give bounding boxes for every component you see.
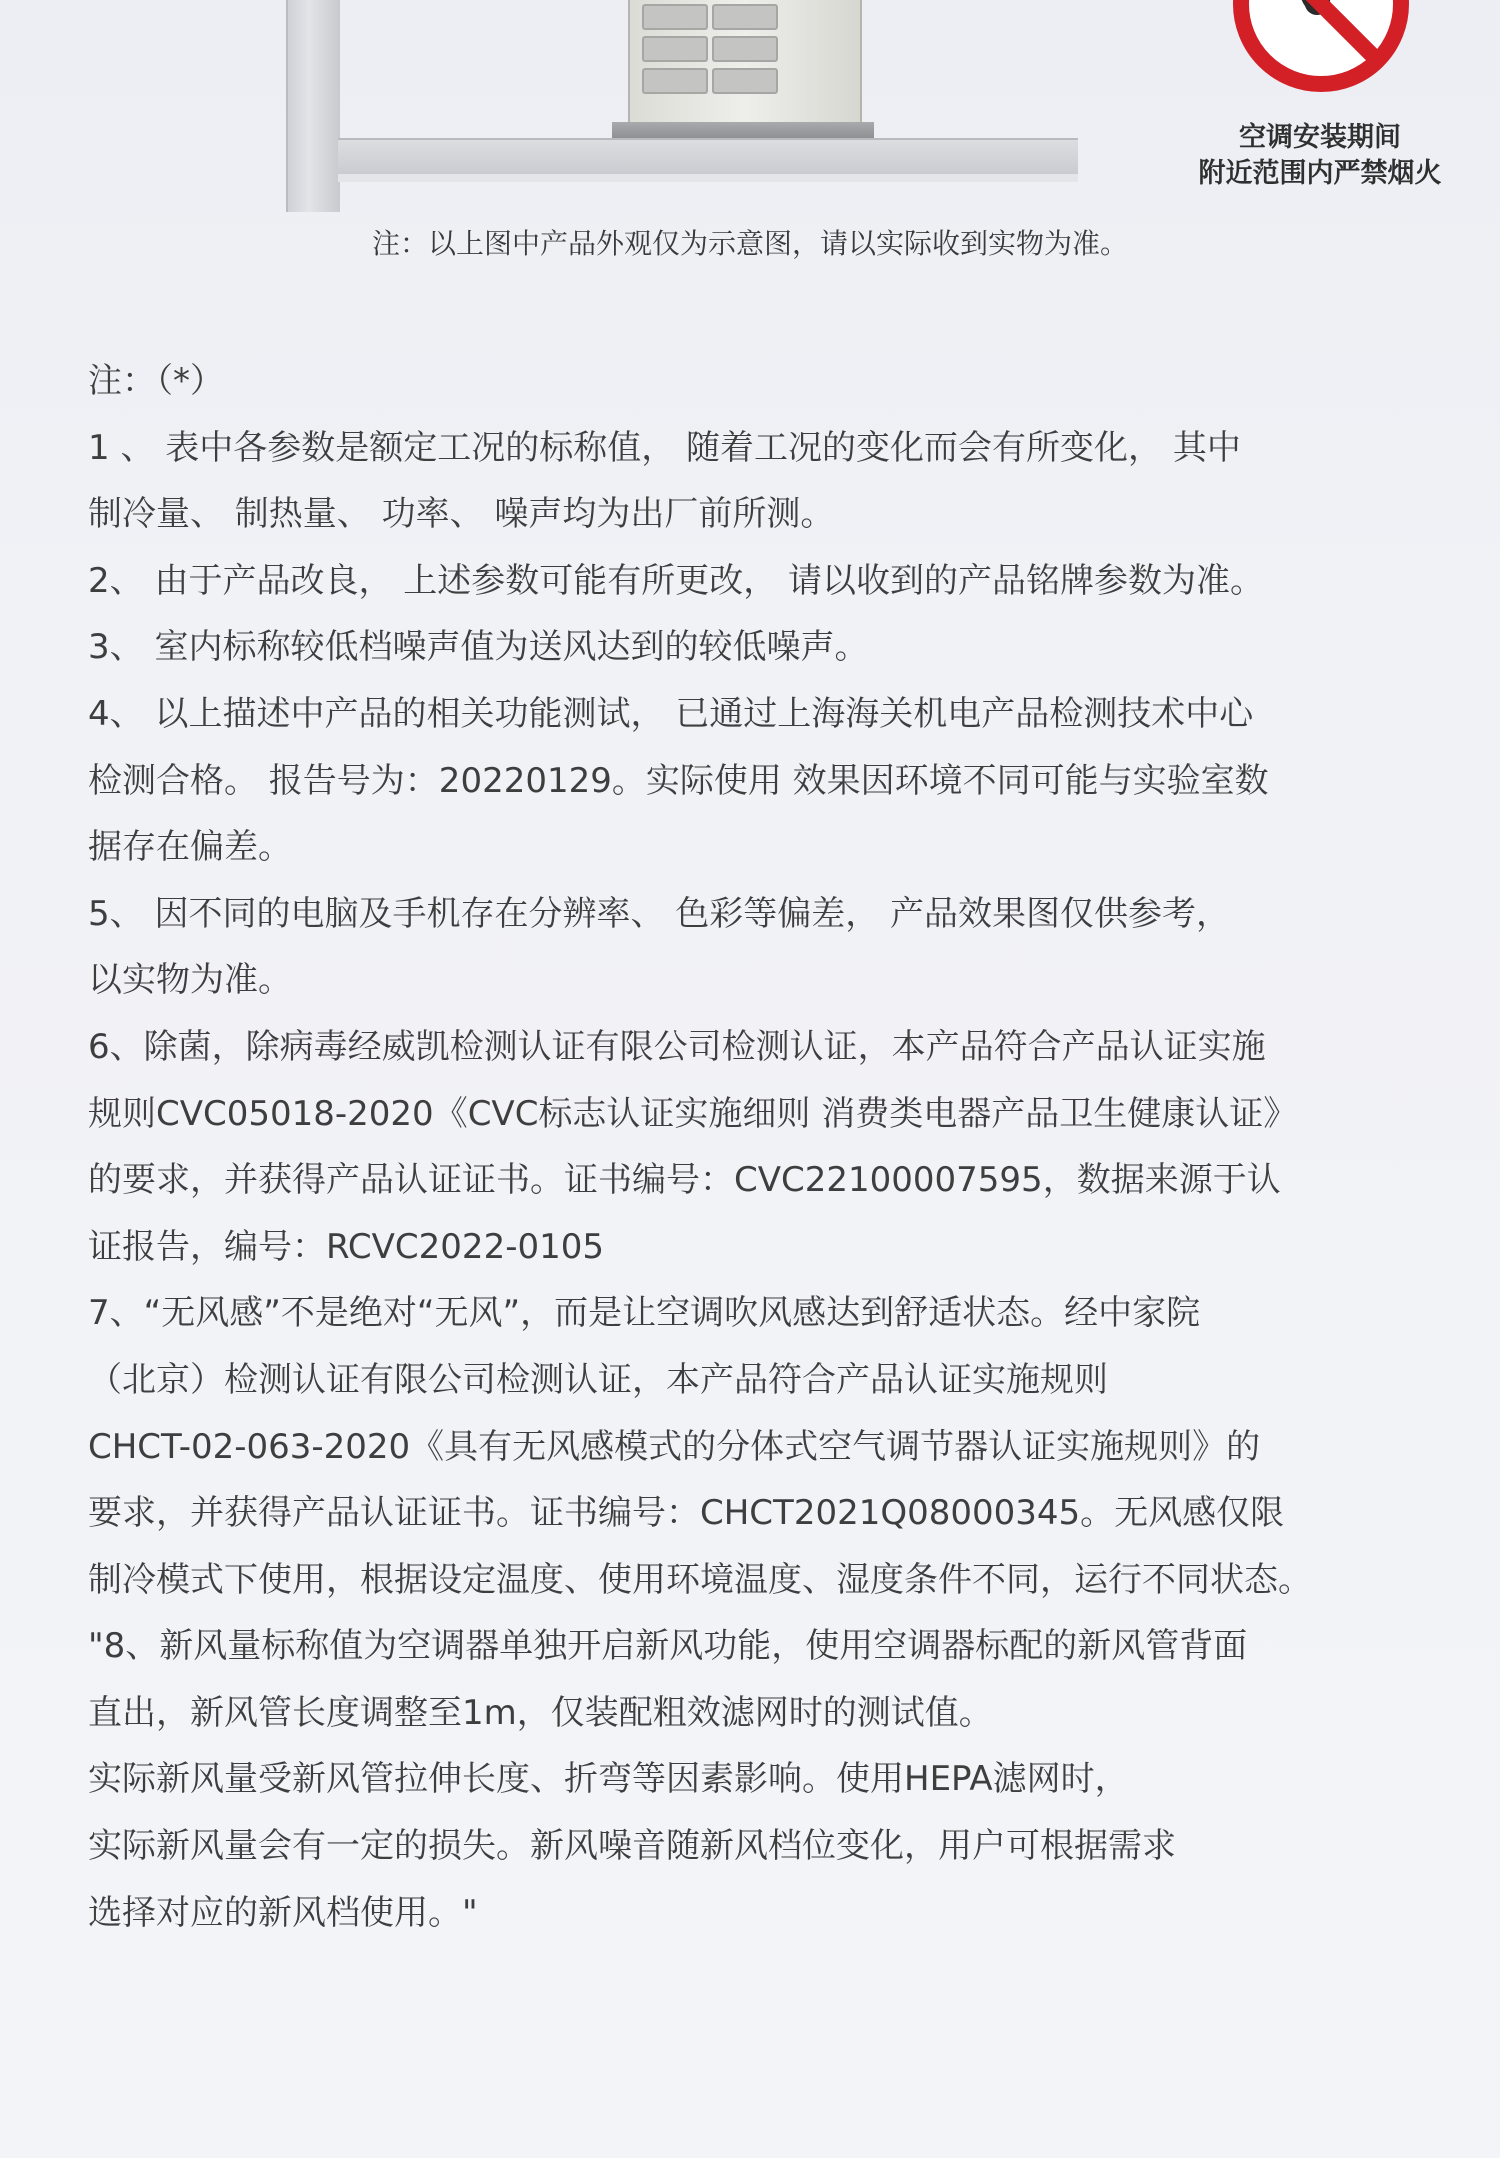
note-line: 6、除菌，除病毒经威凯检测认证有限公司检测认证，本产品符合产品认证实施 (88, 1026, 1266, 1067)
note-line: 4、 以上描述中产品的相关功能测试， 已通过上海海关机电产品检测技术中心 (88, 693, 1254, 734)
note-line: （北京）检测认证有限公司检测认证，本产品符合产品认证实施规则 (88, 1359, 1108, 1400)
ac-grille (642, 68, 708, 94)
ac-grille (712, 36, 778, 62)
note-line: 据存在偏差。 (88, 827, 292, 868)
installation-illustration (0, 0, 1500, 300)
note-line: 的要求，并获得产品认证证书。证书编号：CVC22100007595，数据来源于认 (88, 1160, 1281, 1201)
note-line: 直出，新风管长度调整至1m，仅装配粗效滤网时的测试值。 (88, 1692, 993, 1733)
warning-caption-line: 空调安装期间 (1239, 122, 1401, 153)
outdoor-ac-unit (628, 0, 862, 124)
ac-grille (642, 36, 708, 62)
ac-grille (712, 4, 778, 30)
wall-bracket-post (286, 0, 340, 212)
note-line: 检测合格。 报告号为：20220129。实际使用 效果因环境不同可能与实验室数 (88, 760, 1269, 801)
no-smoking-icon (1231, 0, 1411, 98)
notes-section (88, 348, 1468, 1946)
note-line: 选择对应的新风档使用。" (88, 1892, 478, 1933)
mounting-shelf (338, 138, 1078, 176)
note-line: 5、 因不同的电脑及手机存在分辨率、 色彩等偏差， 产品效果图仅供参考， (88, 893, 1231, 934)
note-line: 规则CVC05018-2020《CVC标志认证实施细则 消费类电器产品卫生健康认证》 (88, 1093, 1298, 1134)
ac-unit-base (612, 122, 874, 138)
note-line: 3、 室内标称较低档噪声值为送风达到的较低噪声。 (88, 627, 869, 668)
note-line: 要求，并获得产品认证证书。证书编号：CHCT2021Q08000345。无风感仅限 (88, 1493, 1285, 1534)
image-disclaimer: 注：以上图中产品外观仅为示意图，请以实际收到实物为准。 (371, 227, 1128, 260)
mounting-shelf-underside (338, 174, 1078, 182)
warning-caption (1150, 120, 1490, 192)
ac-grille (642, 4, 708, 30)
note-line: CHCT-02-063-2020《具有无风感模式的分体式空气调节器认证实施规则》的 (88, 1426, 1261, 1467)
note-line: 证报告，编号：RCVC2022-0105 (88, 1226, 604, 1267)
note-line: 实际新风量会有一定的损失。新风噪音随新风档位变化，用户可根据需求 (88, 1826, 1176, 1867)
note-line: "8、新风量标称值为空调器单独开启新风功能，使用空调器标配的新风管背面 (88, 1626, 1248, 1667)
warning-caption-line: 附近范围内严禁烟火 (1198, 158, 1442, 189)
note-line: 2、 由于产品改良， 上述参数可能有所更改， 请以收到的产品铭牌参数为准。 (88, 560, 1265, 601)
note-line: 7、“无风感”不是绝对“无风”，而是让空调吹风感达到舒适状态。经中家院 (88, 1293, 1201, 1334)
note-line: 制冷模式下使用，根据设定温度、使用环境温度、湿度条件不同，运行不同状态。 (88, 1559, 1312, 1600)
ac-grille (712, 68, 778, 94)
note-line: 以实物为准。 (88, 960, 292, 1001)
note-line: 1 、 表中各参数是额定工况的标称值， 随着工况的变化而会有所变化， 其中 (88, 427, 1241, 468)
note-line: 制冷量、 制热量、 功率、 噪声均为出厂前所测。 (88, 494, 835, 535)
notes-heading: 注：（*） (88, 361, 224, 401)
note-line: 实际新风量受新风管拉伸长度、折弯等因素影响。使用HEPA滤网时， (88, 1759, 1129, 1800)
